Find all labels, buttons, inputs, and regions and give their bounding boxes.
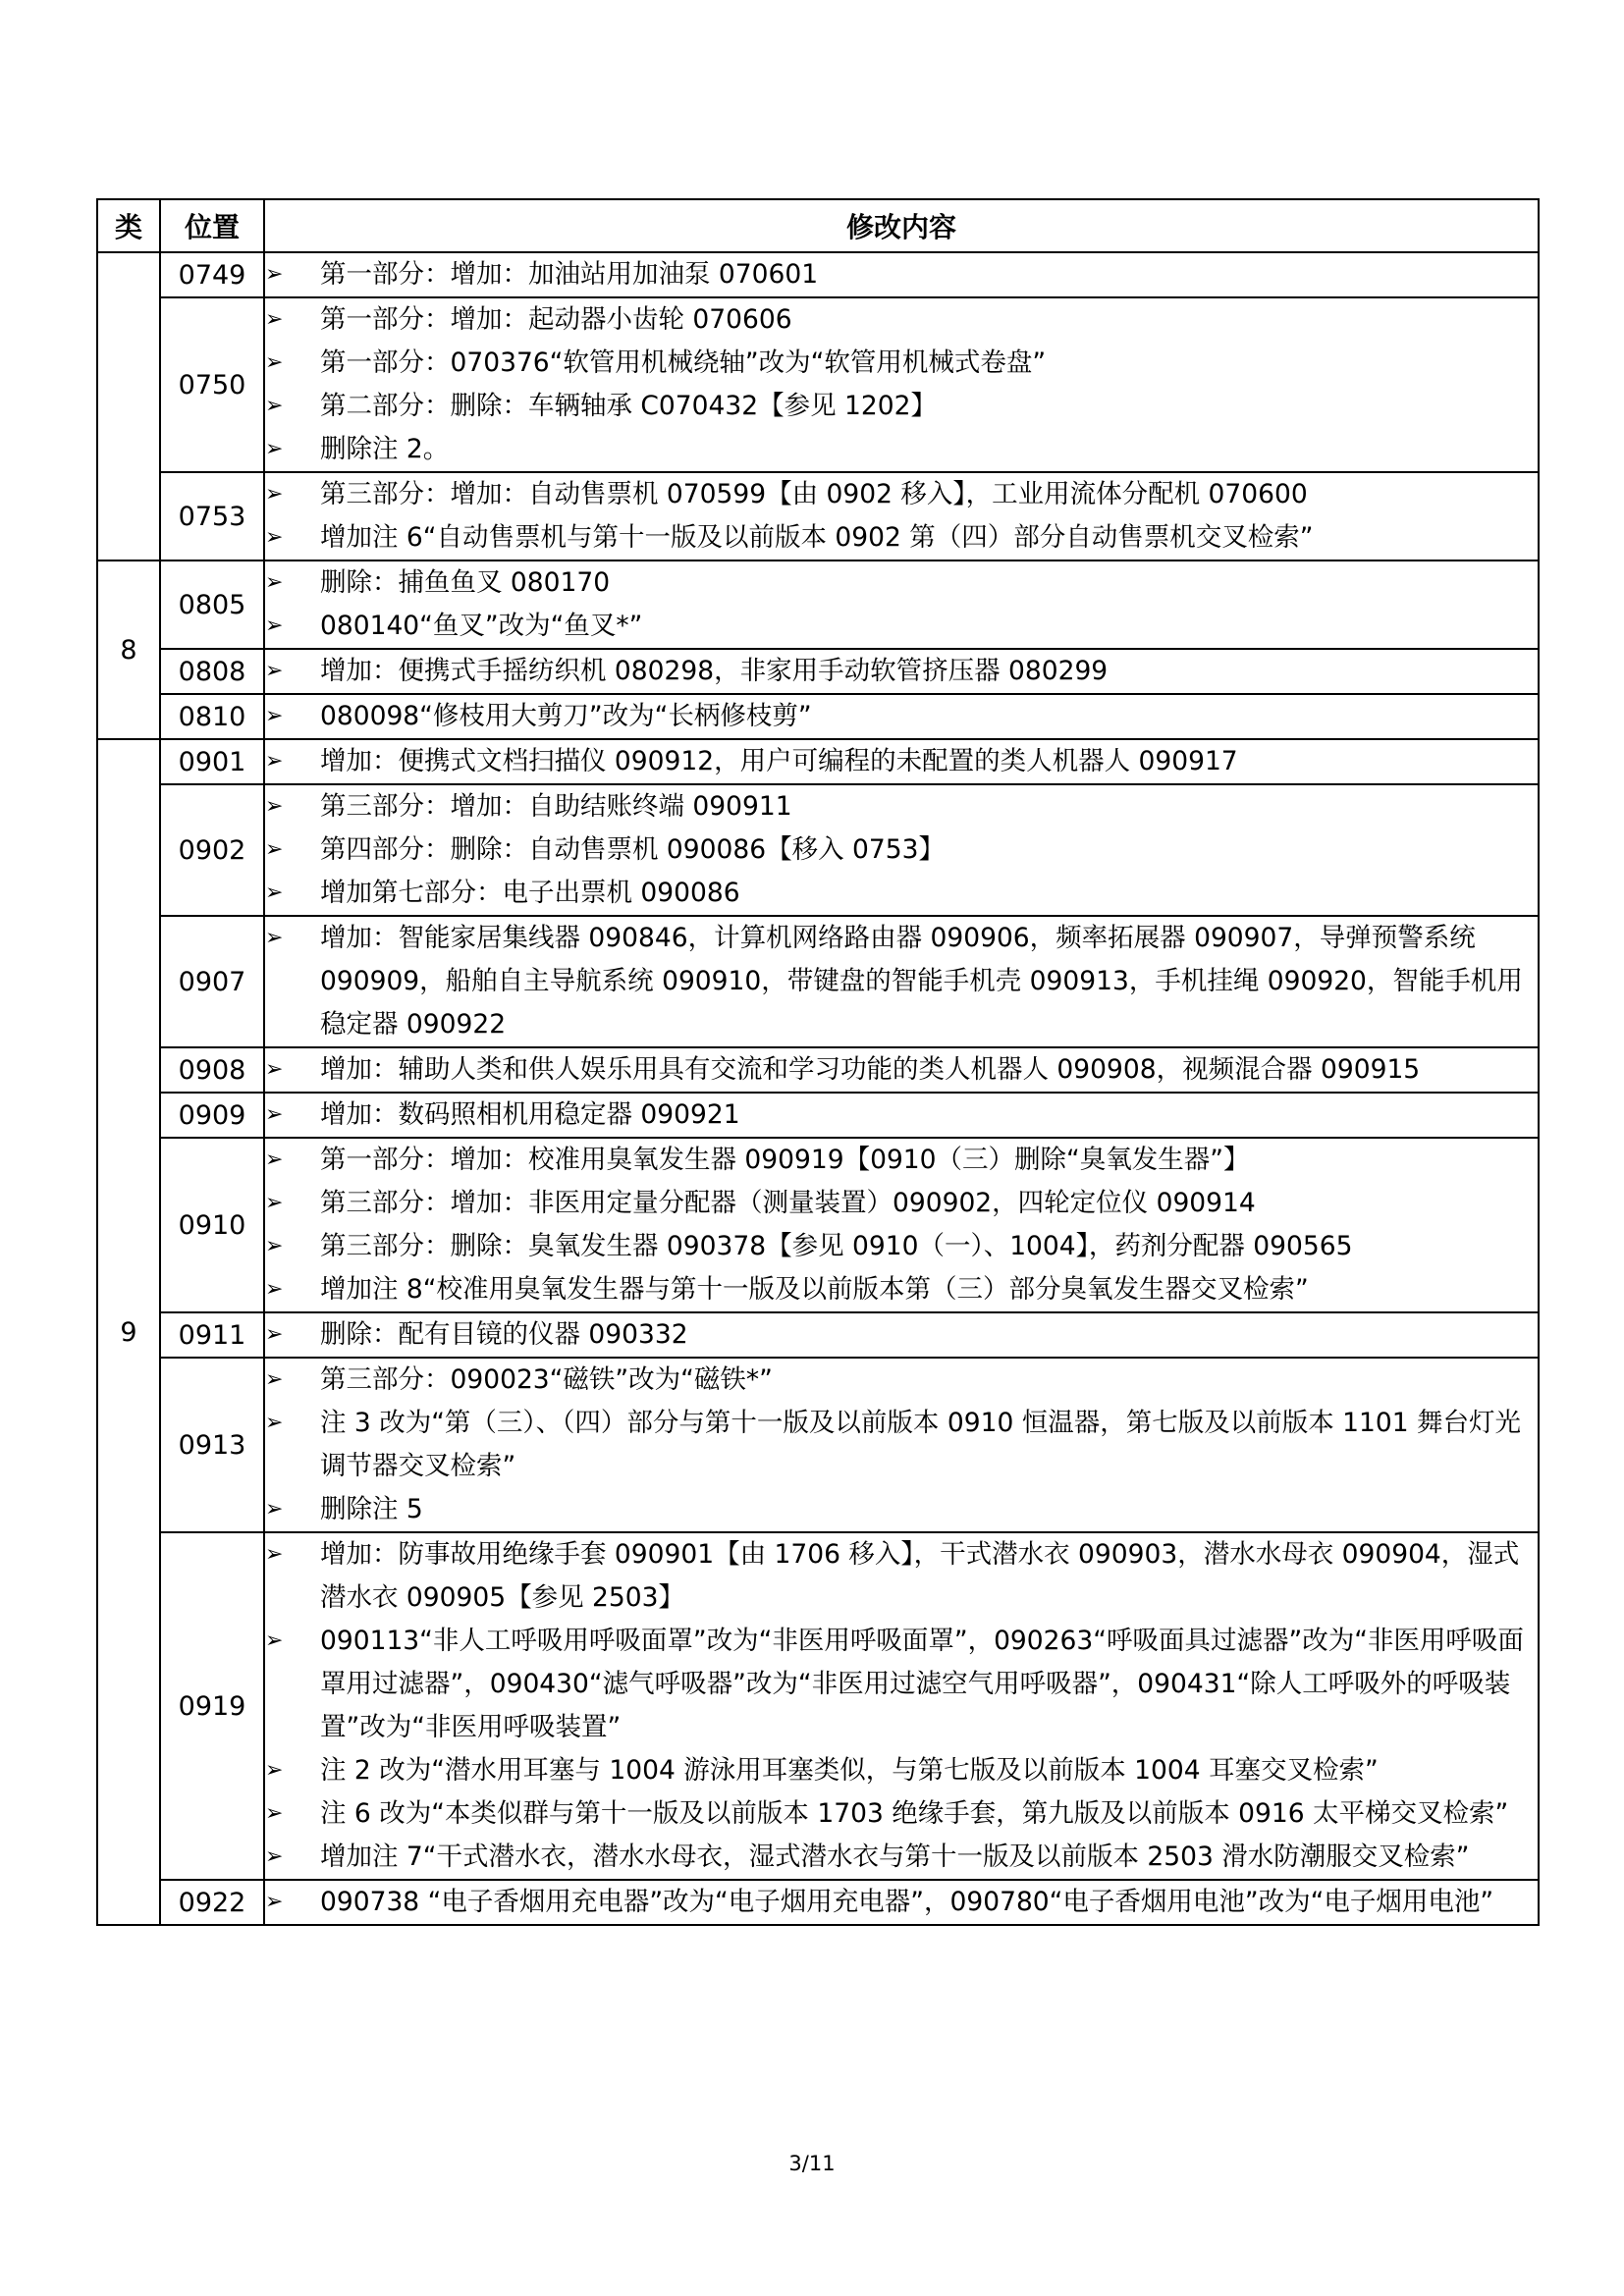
arrow-bullet-icon: ➢ [265, 394, 284, 418]
content-cell [264, 1312, 1539, 1358]
list-item [265, 298, 1538, 342]
list-item [265, 740, 1538, 783]
position-cell: 0750 [160, 297, 264, 472]
table-body [97, 252, 1539, 1925]
table-row [97, 1880, 1539, 1925]
item-text: 增加：数码照相机用稳定器 090921 [320, 1099, 740, 1130]
position-cell: 0907 [160, 916, 264, 1047]
item-text: 第三部分：090023“磁铁”改为“磁铁*” [320, 1364, 773, 1395]
content-cell [264, 252, 1539, 297]
list-item [265, 1182, 1538, 1225]
list-item [265, 428, 1538, 471]
item-text: 注 2 改为“潜水用耳塞与 1004 游泳用耳塞类似，与第七版及以前版本 1004 耳塞交叉检索” [320, 1755, 1379, 1786]
list-item [265, 1313, 1538, 1357]
arrow-bullet-icon: ➢ [265, 749, 284, 774]
list-item [265, 1048, 1538, 1092]
table-row [97, 472, 1539, 561]
content-cell [264, 694, 1539, 739]
list-item [265, 605, 1538, 648]
list-item [265, 1225, 1538, 1268]
class-cell [97, 252, 160, 561]
class-cell: 8 [97, 561, 160, 739]
arrow-bullet-icon: ➢ [265, 614, 284, 638]
header-position: 位置 [160, 199, 264, 252]
position-cell: 0810 [160, 694, 264, 739]
table-row [97, 784, 1539, 916]
item-text: 第一部分：增加：加油站用加油泵 070601 [320, 259, 819, 290]
item-text: 增加注 6“自动售票机与第十一版及以前版本 0902 第（四）部分自动售票机交叉检索” [320, 522, 1314, 553]
arrow-bullet-icon: ➢ [265, 1102, 284, 1127]
page-number: 3/11 [788, 2152, 836, 2175]
table-row [97, 252, 1539, 297]
item-text: 增加：便携式文档扫描仪 090912，用户可编程的未配置的类人机器人 090917 [320, 746, 1238, 776]
arrow-bullet-icon: ➢ [265, 1497, 284, 1522]
arrow-bullet-icon: ➢ [265, 1277, 284, 1302]
content-cell [264, 1047, 1539, 1093]
arrow-bullet-icon: ➢ [265, 262, 284, 287]
list-item [265, 385, 1538, 428]
arrow-bullet-icon: ➢ [265, 837, 284, 862]
arrow-bullet-icon: ➢ [265, 525, 284, 550]
content-cell [264, 472, 1539, 561]
item-text: 第一部分：070376“软管用机械绕轴”改为“软管用机械式卷盘” [320, 347, 1047, 378]
arrow-bullet-icon: ➢ [265, 350, 284, 375]
amendment-table [96, 198, 1540, 1926]
item-text: 第三部分：删除：臭氧发生器 090378【参见 0910（一）、1004】，药剂分配器 090565 [320, 1231, 1353, 1261]
item-text: 删除注 5 [320, 1494, 423, 1524]
item-text: 090113“非人工呼吸用呼吸面罩”改为“非医用呼吸面罩”，090263“呼吸面具过滤器”改为“非医用呼吸面罩用过滤器”，090430“滤气呼吸器”改为“非医用过滤空气用呼吸器”，090431“除人工呼吸外的呼吸装置”改为“非医用呼吸装置” [320, 1626, 1524, 1742]
item-text: 注 3 改为“第（三）、（四）部分与第十一版及以前版本 0910 恒温器，第七版及以前版本 1101 舞台灯光调节器交叉检索” [320, 1408, 1522, 1481]
item-text: 注 6 改为“本类似群与第十一版及以前版本 1703 绝缘手套，第九版及以前版本 0916 太平梯交叉检索” [320, 1798, 1509, 1829]
table-row [97, 649, 1539, 694]
list-item [265, 342, 1538, 385]
arrow-bullet-icon: ➢ [265, 307, 284, 332]
table-row [97, 739, 1539, 784]
item-text: 第二部分：删除：车辆轴承 C070432【参见 1202】 [320, 391, 937, 421]
table-row [97, 561, 1539, 649]
arrow-bullet-icon: ➢ [265, 1801, 284, 1826]
item-text: 090738 “电子香烟用充电器”改为“电子烟用充电器”，090780“电子香烟用电池”改为“电子烟用电池” [320, 1887, 1494, 1917]
list-item [265, 561, 1538, 605]
content-cell [264, 1358, 1539, 1532]
list-item [265, 1792, 1538, 1836]
table-row [97, 1138, 1539, 1312]
arrow-bullet-icon: ➢ [265, 482, 284, 507]
content-cell [264, 649, 1539, 694]
list-item [265, 917, 1538, 1046]
position-cell: 0922 [160, 1880, 264, 1925]
list-item [265, 1139, 1538, 1182]
list-item [265, 1488, 1538, 1531]
item-text: 增加注 8“校准用臭氧发生器与第十一版及以前版本第（三）部分臭氧发生器交叉检索” [320, 1274, 1309, 1305]
list-item [265, 516, 1538, 560]
arrow-bullet-icon: ➢ [265, 926, 284, 950]
arrow-bullet-icon: ➢ [265, 570, 284, 595]
content-cell [264, 739, 1539, 784]
arrow-bullet-icon: ➢ [265, 1890, 284, 1914]
table-row [97, 1312, 1539, 1358]
content-cell [264, 1880, 1539, 1925]
table-row [97, 694, 1539, 739]
list-item [265, 695, 1538, 738]
table-row [97, 1532, 1539, 1880]
list-item [265, 1749, 1538, 1792]
arrow-bullet-icon: ➢ [265, 1234, 284, 1258]
content-cell [264, 1138, 1539, 1312]
arrow-bullet-icon: ➢ [265, 1629, 284, 1653]
arrow-bullet-icon: ➢ [265, 1542, 284, 1567]
arrow-bullet-icon: ➢ [265, 1322, 284, 1347]
list-item [265, 1533, 1538, 1620]
item-text: 删除注 2。 [320, 434, 450, 464]
arrow-bullet-icon: ➢ [265, 1148, 284, 1172]
item-text: 增加：智能家居集线器 090846，计算机网络路由器 090906，频率拓展器 090907，导弹预警系统 090909，船舶自主导航系统 090910，带键盘的智能手机壳 090913，手机挂绳 090920，智能手机用稳定器 090922 [320, 923, 1523, 1040]
item-text: 增加：防事故用绝缘手套 090901【由 1706 移入】，干式潜水衣 090903，潜水水母衣 090904，湿式潜水衣 090905【参见 2503】 [320, 1539, 1520, 1613]
item-text: 第三部分：增加：非医用定量分配器（测量装置）090902，四轮定位仪 090914 [320, 1188, 1256, 1218]
position-cell: 0908 [160, 1047, 264, 1093]
arrow-bullet-icon: ➢ [265, 1191, 284, 1215]
list-item [265, 1094, 1538, 1137]
list-item [265, 1881, 1538, 1924]
content-cell [264, 561, 1539, 649]
list-item [265, 1402, 1538, 1488]
table-row [97, 1358, 1539, 1532]
item-text: 第一部分：增加：起动器小齿轮 070606 [320, 304, 792, 335]
list-item [265, 828, 1538, 872]
arrow-bullet-icon: ➢ [265, 1758, 284, 1783]
arrow-bullet-icon: ➢ [265, 659, 284, 683]
item-text: 增加注 7“干式潜水衣，潜水水母衣，湿式潜水衣与第十一版及以前版本 2503 滑水防潮服交叉检索” [320, 1842, 1470, 1872]
arrow-bullet-icon: ➢ [265, 1367, 284, 1392]
header-class: 类 [97, 199, 160, 252]
content-cell [264, 916, 1539, 1047]
table-row [97, 916, 1539, 1047]
class-cell: 9 [97, 739, 160, 1925]
item-text: 删除：捕鱼鱼叉 080170 [320, 567, 611, 598]
position-cell: 0901 [160, 739, 264, 784]
position-cell: 0910 [160, 1138, 264, 1312]
table-row [97, 1093, 1539, 1138]
arrow-bullet-icon: ➢ [265, 1844, 284, 1869]
position-cell: 0913 [160, 1358, 264, 1532]
arrow-bullet-icon: ➢ [265, 794, 284, 819]
item-text: 080140“鱼叉”改为“鱼叉*” [320, 611, 643, 641]
item-text: 第四部分：删除：自动售票机 090086【移入 0753】 [320, 834, 945, 865]
position-cell: 0911 [160, 1312, 264, 1358]
list-item [265, 253, 1538, 296]
item-text: 080098“修枝用大剪刀”改为“长柄修枝剪” [320, 701, 812, 731]
content-cell [264, 1093, 1539, 1138]
item-text: 第三部分：增加：自助结账终端 090911 [320, 791, 792, 822]
list-item [265, 473, 1538, 516]
item-text: 增加第七部分：电子出票机 090086 [320, 878, 740, 908]
table-header-row [97, 199, 1539, 252]
header-content: 修改内容 [264, 199, 1539, 252]
content-cell [264, 784, 1539, 916]
position-cell: 0808 [160, 649, 264, 694]
arrow-bullet-icon: ➢ [265, 704, 284, 728]
content-cell [264, 297, 1539, 472]
position-cell: 0919 [160, 1532, 264, 1880]
list-item [265, 785, 1538, 828]
item-text: 删除：配有目镜的仪器 090332 [320, 1319, 688, 1350]
item-text: 增加：便携式手摇纺织机 080298，非家用手动软管挤压器 080299 [320, 656, 1109, 686]
list-item [265, 1836, 1538, 1879]
position-cell: 0749 [160, 252, 264, 297]
table-row [97, 297, 1539, 472]
position-cell: 0805 [160, 561, 264, 649]
item-text: 第一部分：增加：校准用臭氧发生器 090919【0910（三）删除“臭氧发生器”】 [320, 1145, 1250, 1175]
content-cell [264, 1532, 1539, 1880]
table-row [97, 1047, 1539, 1093]
list-item [265, 650, 1538, 693]
arrow-bullet-icon: ➢ [265, 437, 284, 461]
arrow-bullet-icon: ➢ [265, 1057, 284, 1082]
list-item [265, 1620, 1538, 1749]
list-item [265, 1268, 1538, 1311]
arrow-bullet-icon: ➢ [265, 1411, 284, 1435]
list-item [265, 872, 1538, 915]
item-text: 第三部分：增加：自动售票机 070599【由 0902 移入】，工业用流体分配机 070600 [320, 479, 1308, 509]
list-item [265, 1359, 1538, 1402]
position-cell: 0902 [160, 784, 264, 916]
position-cell: 0753 [160, 472, 264, 561]
position-cell: 0909 [160, 1093, 264, 1138]
item-text: 增加：辅助人类和供人娱乐用具有交流和学习功能的类人机器人 090908，视频混合器 090915 [320, 1054, 1421, 1085]
arrow-bullet-icon: ➢ [265, 881, 284, 905]
